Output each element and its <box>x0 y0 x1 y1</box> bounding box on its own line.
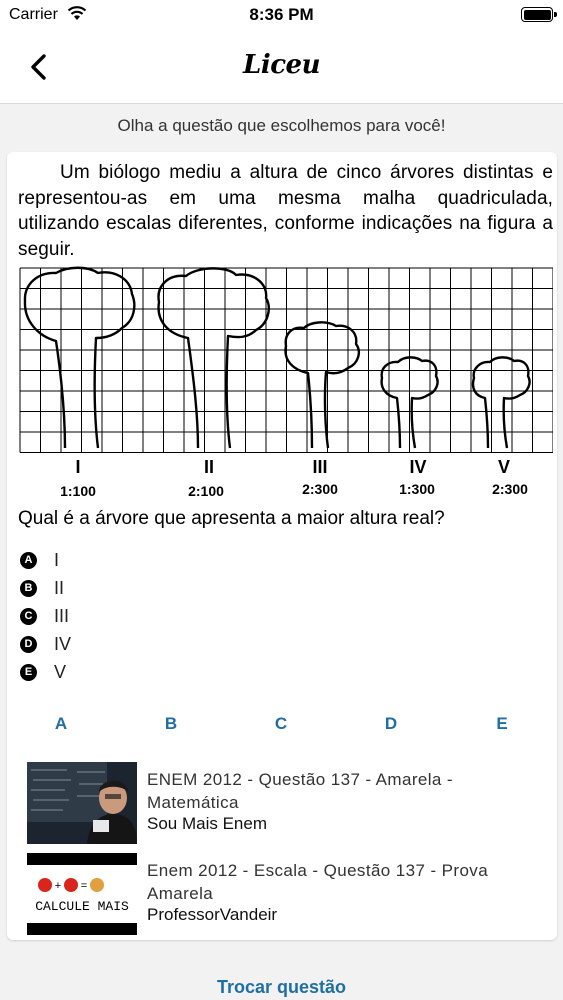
carrier-label: Carrier <box>9 6 58 23</box>
option-d[interactable] <box>20 630 71 658</box>
option-d-badge: D <box>20 636 37 653</box>
app-title: Liceu <box>243 50 320 80</box>
trees-grid-figure <box>18 266 553 502</box>
thumb-text: CALCULE MAIS <box>35 899 129 914</box>
option-b-badge: B <box>20 580 37 597</box>
svg-text:=: = <box>80 880 88 892</box>
option-b-text: II <box>54 577 65 598</box>
page-subtitle: Olha a questão que escolhemos para você! <box>117 116 446 135</box>
option-e[interactable] <box>20 658 71 686</box>
tree-v-scale: 2:300 <box>492 481 528 497</box>
teacher-video-thumbnail <box>27 762 137 844</box>
option-a-badge: A <box>20 552 37 569</box>
tree-i-drawing <box>25 268 134 448</box>
tree-iv-numeral: IV <box>409 457 427 477</box>
video-item-1[interactable] <box>27 762 547 844</box>
option-d-text: IV <box>54 633 72 654</box>
video-2-channel: ProfessorVandeir <box>147 905 278 924</box>
status-bar <box>0 0 563 30</box>
answer-button-b[interactable]: B <box>164 714 178 733</box>
video-1-channel: Sou Mais Enem <box>147 814 267 833</box>
answer-buttons-row <box>0 714 563 736</box>
option-c[interactable] <box>20 602 71 630</box>
status-time: 8:36 PM <box>249 5 314 24</box>
option-e-text: V <box>54 661 67 682</box>
option-a-text: I <box>54 549 60 570</box>
swap-question-button[interactable]: Trocar questão <box>216 977 347 997</box>
tree-v-numeral: V <box>497 457 511 477</box>
tree-iii-numeral: III <box>312 457 328 477</box>
tree-ii-drawing <box>159 268 269 448</box>
option-c-text: III <box>54 605 70 626</box>
tree-ii-numeral: II <box>203 457 215 477</box>
answer-button-a[interactable]: A <box>54 714 68 733</box>
calcule-mais-thumbnail <box>27 853 137 935</box>
option-b[interactable] <box>20 574 71 602</box>
video-item-2[interactable] <box>27 853 547 935</box>
options-list <box>20 546 71 686</box>
answer-button-c[interactable]: C <box>274 714 288 733</box>
tree-ii-scale: 2:100 <box>188 483 224 499</box>
option-e-badge: E <box>20 664 37 681</box>
question-statement: Um biólogo mediu a altura de cinco árvores distintas e representou-as em uma mesma malha quadriculada, utilizando escalas diferentes, conforme indicações na figura a seguir. <box>18 162 553 260</box>
video-2-title: Enem 2012 - Escala - Questão 137 - Prova Amarela <box>147 861 489 903</box>
tree-i-numeral: I <box>75 457 81 477</box>
video-1-title: ENEM 2012 - Questão 137 - Amarela - Matemática <box>147 770 453 812</box>
option-c-badge: C <box>20 608 37 625</box>
svg-text:+: + <box>54 880 62 892</box>
battery-icon <box>521 7 553 22</box>
tree-i-scale: 1:100 <box>60 483 96 499</box>
tree-iii-scale: 2:300 <box>302 481 338 497</box>
question-prompt: Qual é a árvore que apresenta a maior altura real? <box>18 508 445 529</box>
answer-button-d[interactable]: D <box>384 714 398 733</box>
tree-iv-scale: 1:300 <box>399 481 435 497</box>
option-a[interactable] <box>20 546 71 574</box>
answer-button-e[interactable]: E <box>496 714 508 733</box>
nav-bar <box>0 30 563 104</box>
